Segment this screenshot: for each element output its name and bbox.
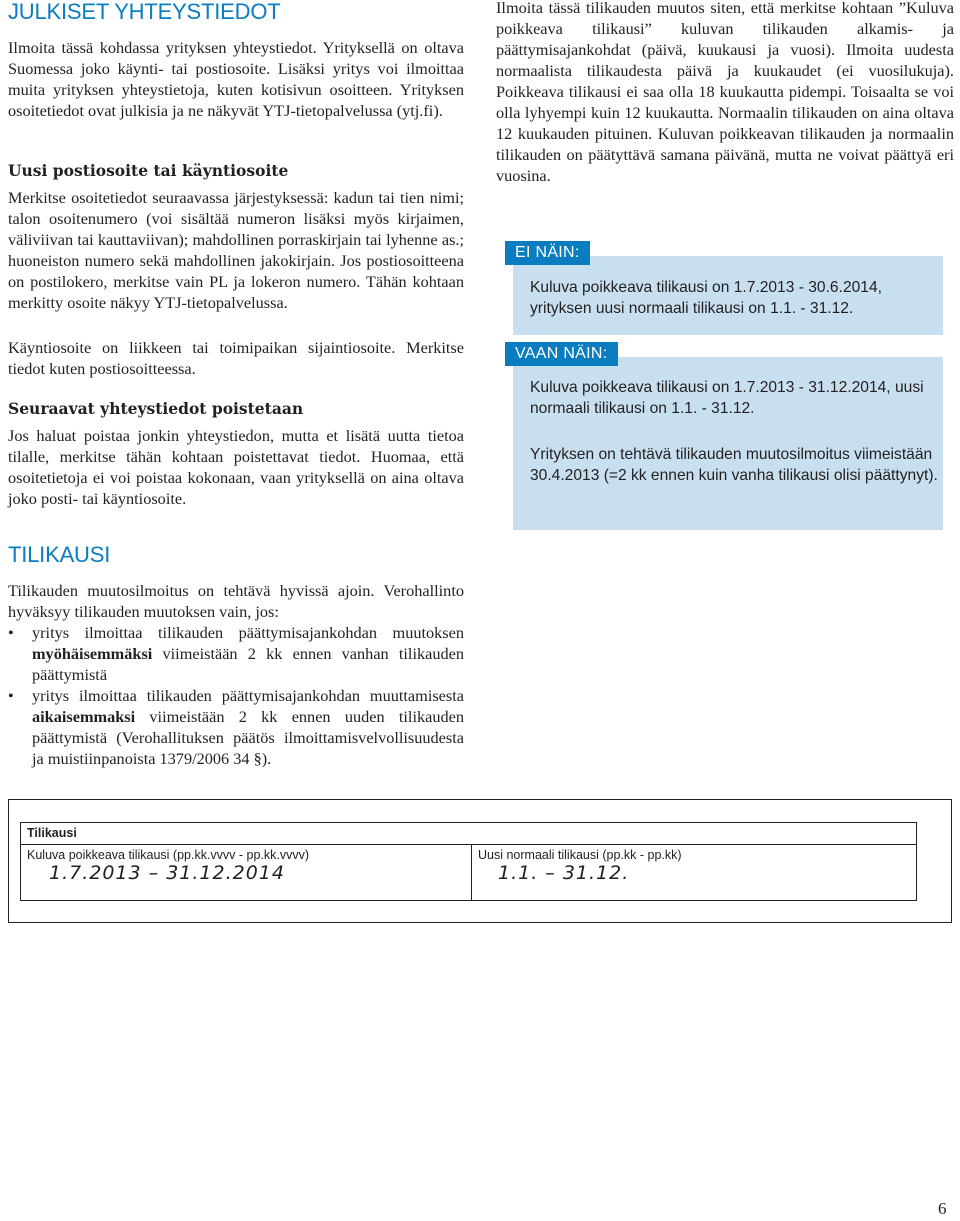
- bullet-emphasis: aikaisemmaksi: [32, 707, 136, 726]
- contact-intro: Ilmoita tässä kohdassa yrityksen yhteystiedot. Yrityksellä on oltava Suomessa joko käynti- tai postiosoite. Lisäksi yritys voi ilmoittaa muita yrityksen yhteystietoja, kuten kotisivun osoitteen. Yrityksen osoitetiedot ovat julkisia ja ne näkyvät YTJ-tietopalvelussa (ytj.fi).: [8, 38, 464, 120]
- bullet-mark: •: [8, 623, 14, 642]
- fiscal-section-title: TILIKAUSI: [8, 542, 111, 567]
- new-period-value[interactable]: 1.1. – 31.12.: [498, 862, 630, 884]
- right-example-note: Yrityksen on tehtävä tilikauden muutosilmoitus viimeistään 30.4.2013 (=2 kk ennen kuin vanha tilikausi olisi päättynyt).: [530, 446, 938, 484]
- fiscal-period-form: [20, 822, 917, 901]
- current-period-value[interactable]: 1.7.2013 – 31.12.2014: [49, 862, 285, 884]
- list-item: [8, 622, 464, 685]
- current-period-field[interactable]: [21, 845, 471, 900]
- form-header: Tilikausi: [21, 823, 916, 845]
- right-example-label: VAAN NÄIN:: [505, 342, 618, 366]
- right-example-text: Kuluva poikkeava tilikausi on 1.7.2013 - 31.12.2014, uusi normaali tilikausi on 1.1. - 31.12.: [530, 379, 924, 417]
- bullet-text: viimeistään 2 kk ennen uuden tilikauden päättymistä (Verohallituksen päätös ilmoittamisvelvollisuudesta ja muistiinpanoista 1379/2006 34 §).: [32, 707, 464, 768]
- current-period-label: Kuluva poikkeava tilikausi (pp.kk.vvvv - pp.kk.vvvv): [27, 848, 310, 862]
- wrong-example-text: Kuluva poikkeava tilikausi on 1.7.2013 - 30.6.2014, yrityksen uusi normaali tilikausi on 1.1. - 31.12.: [530, 279, 882, 317]
- bullet-text: yritys ilmoittaa tilikauden päättymisajankohdan muutoksen: [32, 623, 464, 642]
- wrong-example-label: EI NÄIN:: [505, 241, 590, 265]
- removal-title: Seuraavat yhteystiedot poistetaan: [8, 399, 304, 418]
- removal-text: Jos haluat poistaa jonkin yhteystiedon, mutta et lisätä uutta tietoa tilalle, merkitse tähän kohtaan poistettavat tiedot. Huomaa, että osoitetietoja ei voi poistaa kokonaan, vaan yrityksellä on aina oltava joko posti- tai käyntiosoite.: [8, 426, 464, 508]
- bullet-emphasis: myöhäisemmäksi: [32, 644, 153, 663]
- new-address-title: Uusi postiosoite tai käyntiosoite: [8, 161, 289, 180]
- bullet-mark: •: [8, 686, 14, 705]
- new-address-text: Merkitse osoitetiedot seuraavassa järjestyksessä: kadun tai tien nimi; talon osoitenumero (voi sisältää numeron lisäksi myös kirjaimen, väliviivan tai kauttaviivan); mahdollinen porraskirjain tai lyhenne as.; huoneiston numero sekä mahdollinen jakokirjain. Jos postiosoitteena on postilokero, merkitse vain PL ja lokeron numero. Tähän kohtaan merkitty osoite näkyy YTJ-tietopalvelussa.: [8, 188, 464, 312]
- bullet-text: viimeistään 2 kk ennen vanhan tilikauden päättymistä: [32, 644, 464, 684]
- page-number: 6: [938, 1199, 947, 1218]
- new-period-label: Uusi normaali tilikausi (pp.kk - pp.kk): [478, 848, 682, 862]
- new-period-field[interactable]: [472, 845, 916, 900]
- visiting-address-text: Käyntiosoite on liikkeen tai toimipaikan sijaintiosoite. Merkitse tiedot kuten postiosoitteessa.: [8, 338, 464, 378]
- right-example-box: [513, 345, 943, 530]
- fiscal-conditions-list: [8, 622, 464, 769]
- fiscal-instructions: Ilmoita tässä tilikauden muutos siten, että merkitse kohtaan ”Kuluva poikkeava tilikausi” kuluvan tilikauden alkamis- ja päättymisajankohdat (päivä, kuukausi ja vuosi). Ilmoita uudesta normaalista tilikaudesta päivä ja kuukaudet (ei vuosilukuja). Poikkeava tilikausi ei saa olla 18 kuukautta pidempi. Toisaalta se voi olla lyhyempi kuin 12 kuukautta. Normaalin tilikauden on aina oltava 12 kuukauden pituinen. Kuluvan poikkeavan tilikauden ja normaalin tilikauden on päätyttävä samana päivänä, mutta ne voivat päättyä eri vuosina.: [496, 0, 954, 185]
- list-item: [8, 685, 464, 769]
- wrong-example-box: [513, 244, 943, 335]
- contact-section-title: JULKISET YHTEYSTIEDOT: [8, 0, 281, 24]
- fiscal-intro: Tilikauden muutosilmoitus on tehtävä hyvissä ajoin. Verohallinto hyväksyy tilikauden muutoksen vain, jos:: [8, 581, 464, 621]
- bullet-text: yritys ilmoittaa tilikauden päättymisajankohdan muuttamisesta: [32, 686, 464, 705]
